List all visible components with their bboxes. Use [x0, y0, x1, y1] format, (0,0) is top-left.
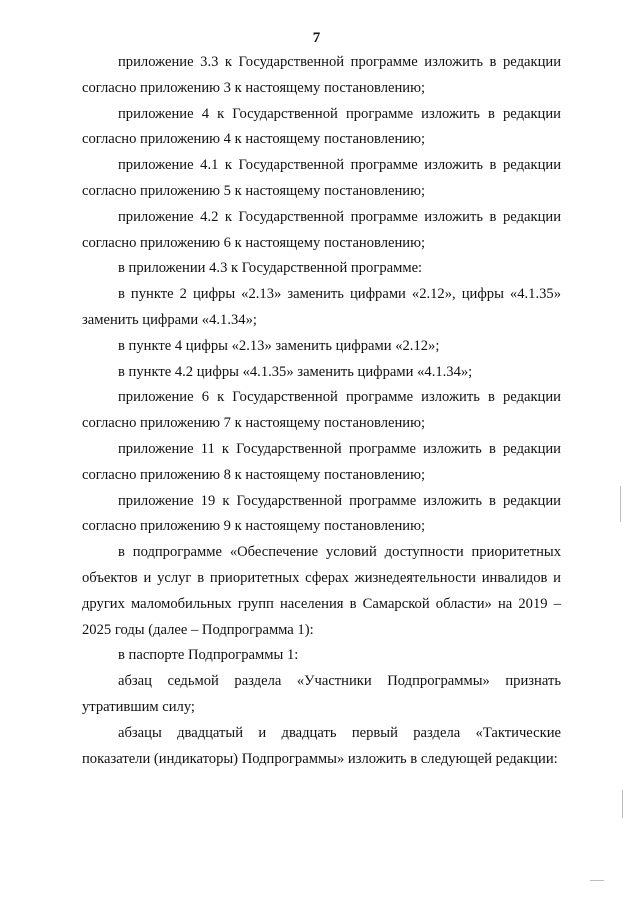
paragraph: приложение 19 к Государственной программе изложить в редакции согласно приложению 9 к настоящему постановлению; [82, 492, 561, 535]
paragraph: абзац седьмой раздела «Участники Подпрограммы» признать утратившим силу; [82, 673, 561, 715]
document-body [82, 50, 561, 772]
scan-artifact [622, 790, 623, 818]
paragraph: в пункте 4.2 цифры «4.1.35» заменить цифрами «4.1.34»; [118, 363, 473, 380]
paragraph: в паспорте Подпрограммы 1: [118, 647, 299, 664]
paragraph: в подпрограмме «Обеспечение условий доступности приоритетных объектов и услуг в приоритетных сферах жизнедеятельности инвалидов и других маломобильных групп населения в Самарской области» на 2019 – 2025 годы (далее – Подпрограмма 1): [82, 544, 561, 638]
paragraph: в пункте 4 цифры «2.13» заменить цифрами «2.12»; [118, 337, 440, 354]
paragraph: приложение 4.2 к Государственной программе изложить в редакции согласно приложению 6 к настоящему постановлению; [82, 208, 561, 251]
paragraph: приложение 4 к Государственной программе изложить в редакции согласно приложению 4 к настоящему постановлению; [82, 105, 561, 148]
paragraph: приложение 6 к Государственной программе изложить в редакции согласно приложению 7 к настоящему постановлению; [82, 389, 561, 432]
scan-artifact [590, 880, 604, 881]
scan-artifact [620, 486, 621, 522]
paragraph: приложение 3.3 к Государственной программе изложить в редакции согласно приложению 3 к настоящему постановлению; [82, 54, 561, 96]
paragraph: в пункте 2 цифры «2.13» заменить цифрами «2.12», цифры «4.1.35» заменить цифрами «4.1.34»; [82, 286, 561, 328]
paragraph: абзацы двадцатый и двадцать первый раздела «Тактические показатели (индикаторы) Подпрограммы» изложить в следующей редакции: [82, 724, 561, 767]
paragraph: приложение 4.1 к Государственной программе изложить в редакции согласно приложению 5 к настоящему постановлению; [82, 157, 561, 199]
page-number: 7 [312, 30, 321, 46]
paragraph: приложение 11 к Государственной программе изложить в редакции согласно приложению 8 к настоящему постановлению; [82, 440, 561, 483]
paragraph: в приложении 4.3 к Государственной программе: [118, 260, 423, 277]
